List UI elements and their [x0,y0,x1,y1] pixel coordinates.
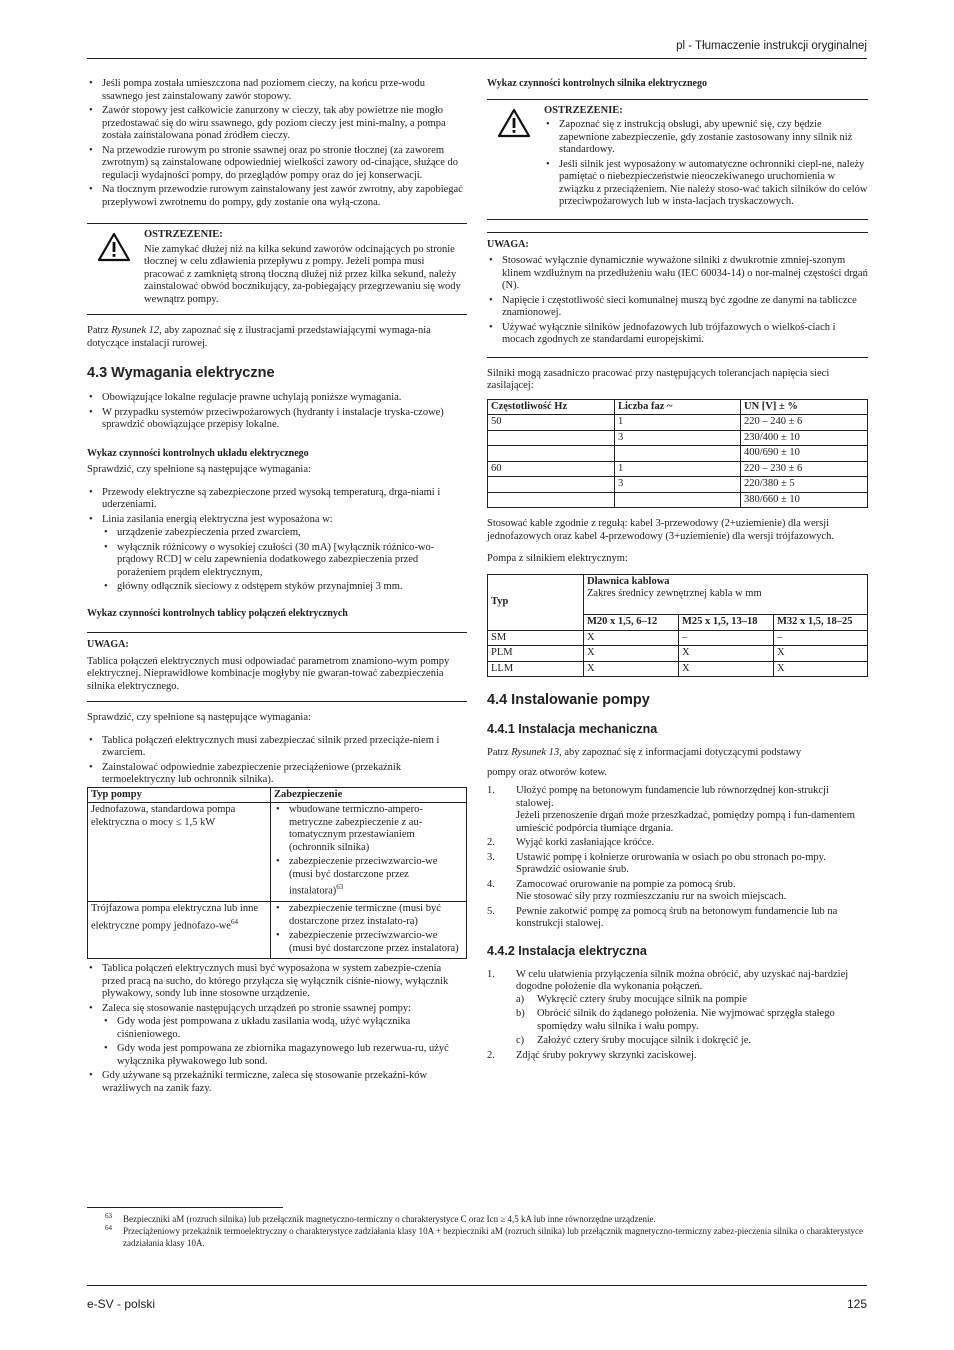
footnote-number: 63 [105,1212,112,1220]
footer-rule [87,1285,867,1286]
note-list [487,255,868,347]
step-number: 3. [487,851,495,863]
list-item: • Zainstalować odpowiednie zabezpieczenie przeciążeniowe (przekaźnik termoelektryczny lub ochronnik silnika). [87,762,467,787]
table-cell: SM [488,630,584,646]
sub-steps [516,994,868,1048]
checklist-intro: Sprawdzić, czy spełnione są następujące wymagania: [87,712,311,723]
table-header: M20 x 1,5, 6–12 [584,615,679,631]
list-item [487,879,868,904]
table-cell: X [584,630,679,646]
table-cell: – [679,630,774,646]
list-item: • wbudowane termiczno-ampero-metryczne zabezpieczenie z au-tomatycznym przestawianiem (ochronnik silnika) [274,804,463,854]
footnote [87,1225,868,1249]
table-header [584,574,868,615]
warning-title: OSTRZEZENIE: [144,229,223,240]
table-cell: 230/400 ± 10 [741,430,868,446]
section-heading-4-4-1: 4.4.1 Instalacja mechaniczna [487,722,658,736]
table-header: Częstotliwość Hz [488,399,615,415]
protection-table [87,787,467,960]
step-letter: c) [516,1035,525,1046]
requirements-bullets [87,392,467,432]
table-cell: X [584,646,679,662]
cable-gland-table [487,574,868,678]
table-header-row [488,399,868,415]
table-cell: 380/660 ± 10 [741,492,868,508]
table-cell: 1 [615,415,741,431]
list-item: • urządzenie zabezpieczenia przed zwarciem, [102,527,467,540]
list-item: • Na przewodzie rurowym po stronie ssawnej oraz po stronie tłocznej (za zaworem zwrotnym) są zainstalowane odpowiedniej wielkości zawory od-cinające, służące do regulacji wydajności pompy, do przeglądów pompy oraz do jej konserwacji. [87,145,467,183]
figure-reference [487,747,868,760]
warning-triangle-icon [97,232,131,262]
table-cell: 220 – 230 ± 6 [741,461,868,477]
left-column [87,78,467,1097]
table-row [488,477,868,493]
note-title: UWAGA: [87,639,129,650]
list-item-text: Zaleca się stosowanie następujących urządzeń po stronie ssawnej pompy: [102,1002,412,1014]
table-cell: X [584,661,679,677]
figure-reference [87,325,467,350]
ref-text: , aby zapoznać się z ilustracjami przedstawiającymi wymaga-nia dotyczące instalacji rurowej. [87,325,431,349]
footnote-ref[interactable]: 64 [230,917,238,926]
electrical-checklist [87,487,467,594]
list-item: • zabezpieczenie przeciwzwarcio-we (musi być dostarczone przez instalatora) [274,930,463,955]
footnote-rule [87,1207,283,1208]
list-item: • W przypadku systemów przeciwpożarowych (hydranty i instalacje tryska-czowe) sprawdzić obowiązujące przepisy lokalne. [87,407,467,432]
list-item: • wyłącznik różnicowy o wysokiej czułości (30 mA) [wyłącznik różnico-wo-prądowy RCD] w celu zapewnienia dodatkowego zabezpieczenia przed porażeniem prądem elektrycznym, [102,542,467,580]
section-heading-4-3: 4.3 Wymagania elektryczne [87,365,275,381]
table-cell [615,492,741,508]
table-row [488,492,868,508]
list-item [87,514,467,594]
ref-text: Patrz [87,325,112,336]
step-text: Obrócić silnik do żądanego położenia. Nie wyjmować sprzęgła stałego spomiędzy wału silnika i wału pompy. [537,1008,835,1032]
list-item [487,852,868,877]
table-cell: 220 – 240 ± 6 [741,415,868,431]
step-text: Ułożyć pompę na betonowym fundamencie lub równorzędnej kon-strukcji stalowej. [516,785,829,809]
list-item [487,837,868,850]
table-row [488,646,868,662]
table-cell: Jednofazowa, standardowa pompa elektryczna o mocy ≤ 1,5 kW [88,803,271,902]
list-item: • Napięcie i częstotliwość sieci komunalnej muszą być zgodne ze danymi na tabliczce znamionowej. [487,295,868,320]
table-header-row [488,574,868,615]
list-item [87,1003,467,1069]
ref-text-continued: pompy oraz otworów kotew. [487,766,608,778]
footnote-text: Bezpieczniki aM (rozruch silnika) lub przełącznik magnetyczno-termiczny o charakterystyce C oraz Icn ≥ 4,5 kA lub inne równorzędne urządzenie. [123,1214,656,1224]
step-text: Założyć cztery śruby mocujące silnik i dokręcić je. [537,1035,751,1046]
table-cell: LLM [488,661,584,677]
list-item: • Tablica połączeń elektrycznych musi być wyposażona w system zabezpie-czenia przed pracą na sucho, do którego przyłącza się wyłącznik ciśnie-niowy, wyłącznik pływakowy, sondy lub inne stosowne urządzenie. [87,963,467,1001]
step-number: 1. [487,785,495,796]
list-item: • Gdy używane są przekaźniki termiczne, zaleca się stosowanie przekaźni-ków wrażliwych na zanik fazy. [87,1070,467,1095]
gland-title: Dławnica kablowa [587,575,670,587]
step-text: Zamocować orurowanie na pompie za pomocą śrub. [516,878,736,890]
table-cell [271,902,467,959]
cable-rule: Stosować kable zgodnie z regułą: kabel 3-przewodowy (2+uziemienie) dla wersji jednofazowych oraz kabel 4-przewodowy (3+uziemienie) dla wersji trójfazowych. [487,518,835,542]
list-item [516,1008,868,1033]
table-cell: 3 [615,477,741,493]
table-cell [488,430,615,446]
table-row [88,803,467,902]
list-item: • Tablica połączeń elektrycznych musi zabezpieczać silnik przed przeciąże-niem i zwarciem. [87,735,467,760]
section-heading-4-4-2: 4.4.2 Instalacja elektryczna [487,943,647,958]
list-item [487,1050,868,1063]
list-item: • Zawór stopowy jest całkowicie zanurzony w cieczy, tak aby powietrze nie mogło przedostawać się do wiru ssawnego, gdy poziom cieczy jest mini-malny, a pompa została zainstalowana ponad źródłem cieczy. [87,105,467,143]
table-row [488,461,868,477]
table-row [488,446,868,462]
note-text: Tablica połączeń elektrycznych musi odpowiadać parametrom znamiono-wym pompy elektrycznej. Nieprawidłowe kombinacje mogłyby nie gwaran-tować zabezpieczenia silnika elektrycznego. [87,655,450,692]
table-cell: – [774,630,868,646]
voltage-tolerance-table [487,399,868,509]
table-header: Zabezpieczenie [271,787,467,803]
table-row [488,430,868,446]
table-cell [271,803,467,902]
gland-subtitle: Zakres średnicy zewnętrznej kabla w mm [587,588,762,599]
electrical-steps [487,969,868,1063]
warning-box [87,223,467,315]
table-cell [88,902,271,959]
table-cell: 1 [615,461,741,477]
step-text: Pewnie zakotwić pompę za pomocą śrub na betonowym fundamencie lub na konstrukcji stalowej. [516,905,838,929]
step-number: 4. [487,878,495,890]
figure-link[interactable]: Rysunek 13 [511,747,560,758]
subheading-panel-checklist: Wykaz czynności kontrolnych tablicy połączeń elektrycznych [87,607,348,619]
list-item: • główny odłącznik sieciowy z odstępem styków przynajmniej 3 mm. [102,581,467,594]
footnotes [87,1213,868,1249]
table-header: M32 x 1,5, 18–25 [774,615,868,631]
sub-list [102,1016,467,1068]
panel-checklist [87,735,467,787]
table-cell: 220/380 ± 5 [741,477,868,493]
running-header: pl - Tłumaczenie instrukcji oryginalnej [676,40,867,52]
footnote-text: Przeciążeniowy przekaźnik termoelektryczny o charakterystyce zadziałania klasy 10A + bezpieczniki aM (rozruch silnika) lub przełącznik magnetyczno-termiczny zabez-pieczenia silnika o charakterystyce zadziałania klasy 10A. [123,1226,863,1248]
note-box [487,232,868,358]
note-box [87,632,467,702]
list-item-text: Linia zasilania energią elektryczna jest wyposażona w: [102,513,333,525]
step-letter: b) [516,1008,525,1019]
table-row [488,661,868,677]
table-header: Typ pompy [88,787,271,803]
table-cell [488,446,615,462]
step-letter: a) [516,993,525,1005]
table-header: Typ [488,574,584,630]
step-text: Wyjąć korki zasłaniające króćce. [516,837,655,848]
piping-bullets [87,78,467,209]
list-item: • zabezpieczenie termiczne (musi być dostarczone przez instalato-ra) [274,903,463,928]
checklist-intro: Sprawdzić, czy spełnione są następujące wymagania: [87,464,311,475]
table-row [488,630,868,646]
table-cell: 3 [615,430,741,446]
section-heading-4-4: 4.4 Instalowanie pompy [487,692,650,708]
footnote-number: 64 [105,1224,112,1232]
subheading-motor-checklist: Wykaz czynności kontrolnych silnika elektrycznego [487,78,707,89]
list-item [487,906,868,931]
step-number: 5. [487,905,495,917]
table-header-row [88,787,467,803]
list-item [487,969,868,1048]
note-title: UWAGA: [487,238,529,250]
mechanical-steps [487,785,868,931]
table-cell: 400/690 ± 10 [741,446,868,462]
list-item: • Na tłocznym przewodzie rurowym zainstalowany jest zawór zwrotny, aby zapobiegać przepływowi zwrotnemu do pompy, gdy zostanie ona wyłą-czona. [87,184,467,209]
list-item: • Jeśli silnik jest wyposażony w automatyczne ochronniki ciepl-ne, należy pamiętać o niebezpieczeństwie nieoczekiwanego uruchomienia w związku z przeciążeniem. Nie należy stoso-wać takich silników do celów przeciwpożarowych lub w insta-lacjach tryskaczowych. [544,159,868,209]
footnote-ref[interactable]: 63 [336,883,344,891]
warning-title: OSTRZEZENIE: [544,104,623,116]
list-item: • Jeśli pompa została umieszczona nad poziomem cieczy, na końcu prze-wodu ssawnego jest zainstalowany zawór stopowy. [87,78,467,103]
table-header: UN [V] ± % [741,399,868,415]
warning-box [487,99,868,220]
warning-text: Nie zamykać dłużej niż na kilka sekund zaworów odcinających po stronie tłocznej w celu zdławienia przepływu z pompy. Jeżeli pompa musi pracować z zamkniętą stroną tłoczną dłużej niż przez kilka sekund, należy zainstalować obwód bocznikujący, za-pobiegający przegrzewaniu się wody wewnątrz pompy. [144,243,461,305]
list-item-text: zabezpieczenie przeciwzwarcio-we (musi być dostarczone przez instalatora) [289,856,438,897]
footnote [87,1213,868,1225]
header-rule [87,58,867,59]
figure-link[interactable]: Rysunek 12 [111,325,160,336]
page-number: 125 [846,1297,867,1311]
step-number: 1. [487,968,495,980]
step-number: 2. [487,837,495,848]
step-text: Wykręcić cztery śruby mocujące silnik na pompie [537,993,747,1005]
table-cell: X [679,661,774,677]
subheading-electrical-checklist: Wykaz czynności kontrolnych układu elektrycznego [87,447,309,459]
list-item [487,785,868,835]
step-text: W celu ułatwienia przyłączenia silnik można obrócić, aby uzyskać naj-bardziej dogodne położenie dla wykonania połączeń. [516,968,849,992]
list-item: • Obowiązujące lokalne regulacje prawne uchylają poniższe wymagania. [87,392,467,405]
table-row [88,902,467,959]
list-item: • Gdy woda jest pompowana ze zbiornika magazynowego lub rezerwua-ru, użyć wyłącznika pływakowego lub sond. [102,1043,467,1068]
list-item [516,1035,868,1048]
ref-text: Patrz [487,747,512,758]
right-column [487,78,868,1064]
table-cell: 60 [488,461,615,477]
table-row [488,415,868,431]
protection-list [274,903,463,955]
step-number: 2. [487,1049,495,1061]
table-cell: X [774,646,868,662]
table-header: M25 x 1,5, 13–18 [679,615,774,631]
list-item: • Przewody elektryczne są zabezpieczone przed wysoką temperaturą, drga-niami i uderzeniami. [87,487,467,512]
table-cell: X [774,661,868,677]
sub-list [102,527,467,594]
step-detail: Nie stosować siły przy rozmieszczaniu rur na swoich miejscach. [516,891,787,902]
cell-text: Trójfazowa pompa elektryczna lub inne elektryczne pompy jednofazo-we [91,903,258,931]
footer-doc-title: e-SV - polski [87,1297,156,1311]
list-item: • Używać wyłącznie silników jednofazowych lub trójfazowych o wielkoś-ciach i mocach zgodnych ze standardami europejskimi. [487,322,868,347]
ref-text: , aby zapoznać się z informacjami dotyczącymi podstawy [559,747,802,758]
list-item: • Stosować wyłącznie dynamicznie wyważone silniki z dwukrotnie zmniej-szonym klinem wzdłużnym na przedłużeniu wału (IEC 60034-14) o nor-malnej częstości drgań (N). [487,255,868,293]
table-cell [488,492,615,508]
protection-list [274,804,463,898]
list-item: • Zapoznać się z instrukcją obsługi, aby upewnić się, czy będzie zapewnione zabezpieczenie, gdy zostanie zastosowany inny silnik niż standardowy. [544,119,868,157]
step-detail: Jeżeli przenoszenie drgań może przeszkadzać, pomiędzy pompą i fun-damentem umieścić podpórcia tłumiące drgania. [516,810,855,834]
step-text: Zdjąć śruby pokrywy skrzynki zaciskowej. [516,1049,697,1061]
list-item [274,856,463,898]
table-cell [615,446,741,462]
step-text: Ustawić pompę i kołnierze orurowania w osiach po obu stronach po-mpy. [516,851,826,863]
panel-checklist-continued [87,963,467,1095]
tolerance-intro: Silniki mogą zasadniczo pracować przy następujących tolerancjach napięcia sieci zasilającej: [487,367,830,391]
step-detail: Sprawdzić osiowanie śrub. [516,864,629,875]
pump-motor-label: Pompa z silnikiem elektrycznym: [487,553,628,564]
table-cell: X [679,646,774,662]
warning-list [544,119,868,209]
warning-triangle-icon [497,108,531,138]
list-item: • Gdy woda jest pompowana z układu zasilania wodą, użyć wyłącznika ciśnieniowego. [102,1016,467,1041]
table-cell [488,477,615,493]
table-cell: PLM [488,646,584,662]
table-header: Liczba faz ~ [615,399,741,415]
list-item [516,994,868,1007]
table-cell: 50 [488,415,615,431]
